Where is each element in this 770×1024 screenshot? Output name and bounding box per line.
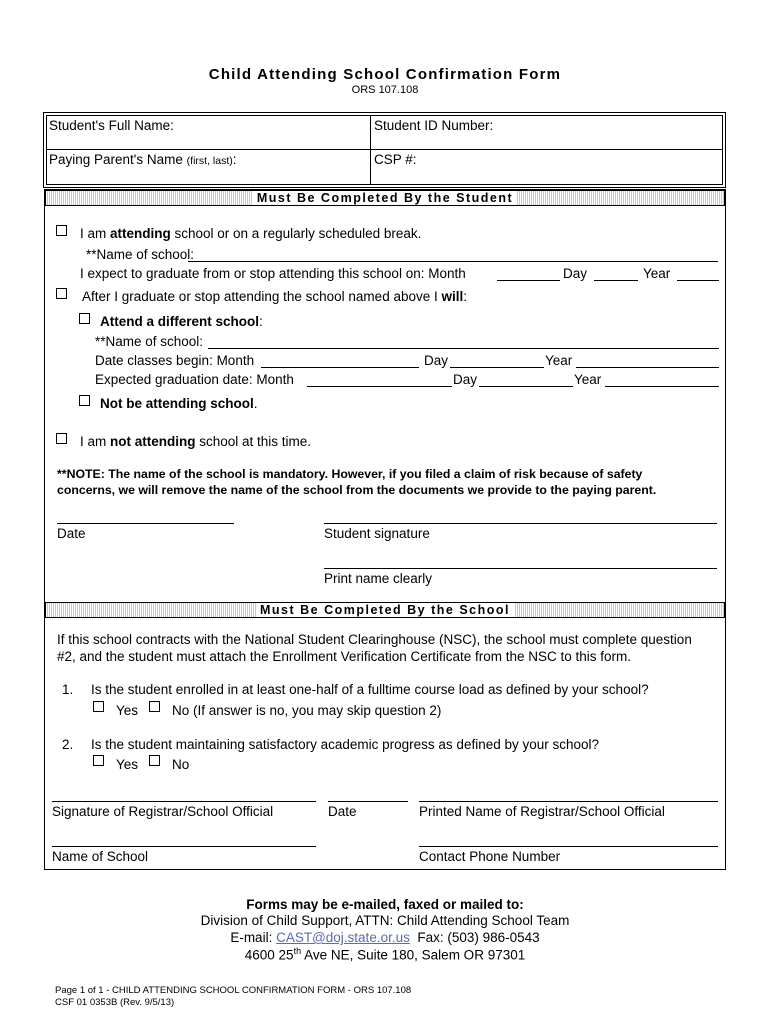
attend-different-post: : [259,314,263,329]
school-name-official-field[interactable] [52,846,316,847]
attending-post: school or on a regularly scheduled break. [170,226,422,241]
not-attending-now-checkbox[interactable] [56,433,67,444]
printed-name-field[interactable] [419,801,718,802]
after-grad-checkbox[interactable] [56,288,67,299]
attend-different-label [100,314,263,329]
after-grad-pre: After I graduate or stop attending the school named above I [82,289,442,304]
grad-year-field[interactable] [677,280,719,281]
classes-begin-year-field[interactable] [576,367,719,368]
q2-yes-checkbox[interactable] [93,755,104,766]
note-line-2: concerns, we will remove the name of the school from the documents we provide to the paying parent. [57,483,657,497]
expected-grad-label: Expected graduation date: Month [95,372,294,387]
student-signature-field[interactable] [324,523,717,524]
expected-grad-month-field[interactable] [307,386,452,387]
student-signature-label: Student signature [324,526,430,541]
address-pre: 4600 25 [244,947,294,963]
question-1-text: Is the student enrolled in at least one-half of a fulltime course load as defined by your school? [91,682,649,697]
school-section-banner [45,602,725,618]
not-be-attending-post: . [253,396,258,411]
student-date-field[interactable] [57,523,234,524]
student-name-label: Student's Full Name: [49,118,174,133]
q2-no-label: No [172,757,190,772]
not-attending-now-bold: not attending [110,434,196,449]
attending-pre: I am [80,226,111,241]
csp-number-label: CSP #: [374,152,417,167]
note-line-1: **NOTE: The name of the school is mandatory. However, if you filed a claim of risk because of safety [57,467,643,481]
question-2-number: 2. [62,737,74,752]
address-post: Ave NE, Suite 180, Salem OR 97301 [301,947,526,963]
question-2-text: Is the student maintaining satisfactory academic progress as defined by your school? [91,737,600,752]
registrar-signature-field[interactable] [52,801,316,802]
not-attending-now-pre: I am [80,434,111,449]
question-1-number: 1. [62,682,74,697]
school-name-label-2: **Name of school: [95,334,204,349]
after-grad-post: : [463,289,468,304]
q1-no-label: No (If answer is no, you may skip question 2) [172,703,442,718]
not-be-attending-bold: Not be attending school [100,396,254,411]
statute-reference: ORS 107.108 [351,84,419,96]
classes-begin-day-field[interactable] [450,367,544,368]
classes-begin-day-label: Day [424,353,449,368]
contact-address [0,946,770,963]
school-name-label: **Name of school: [86,247,195,262]
grad-year-label: Year [643,266,671,281]
q2-yes-label: Yes [116,757,139,772]
footer-form-id: CSF 01 0353B (Rev. 9/5/13) [55,997,175,1008]
not-be-attending-checkbox[interactable] [79,395,90,406]
classes-begin-label: Date classes begin: Month [95,353,255,368]
attending-checkbox[interactable] [56,225,67,236]
after-grad-statement [82,289,467,304]
student-id-label: Student ID Number: [374,118,494,133]
classes-begin-month-field[interactable] [261,367,419,368]
school-name-field-2[interactable] [208,348,719,349]
parent-name-hint: (first, last) [186,155,233,167]
grad-month-field[interactable] [497,280,560,281]
not-be-attending-label [100,396,258,411]
contact-division: Division of Child Support, ATTN: Child Attending School Team [200,913,570,928]
expected-grad-year-field[interactable] [605,386,719,387]
contact-email-fax [0,930,770,945]
info-table-row-divider [46,149,723,150]
classes-begin-year-label: Year [545,353,573,368]
q1-yes-checkbox[interactable] [93,701,104,712]
grad-day-label: Day [563,266,588,281]
expected-grad-year-label: Year [574,372,602,387]
not-attending-now-statement [80,434,311,449]
contact-phone-field[interactable] [419,846,718,847]
info-table-divider [370,115,371,185]
address-sup: th [293,946,302,956]
q1-yes-label: Yes [116,703,139,718]
q2-no-checkbox[interactable] [149,755,160,766]
parent-name-colon: : [232,152,237,167]
school-intro-line-2: #2, and the student must attach the Enrollment Verification Certificate from the NSC to this form. [57,649,632,664]
print-name-label: Print name clearly [324,571,433,586]
parent-name-text: Paying Parent's Name [49,152,183,167]
school-date-field[interactable] [328,801,408,802]
printed-name-label: Printed Name of Registrar/School Official [419,804,665,819]
school-banner-text: Must Be Completed By the School [256,603,514,617]
expected-grad-day-label: Day [453,372,478,387]
attending-statement [80,226,421,241]
email-label: E-mail: [230,930,277,945]
expect-grad-label: I expect to graduate from or stop attending this school on: Month [80,266,466,281]
contact-heading: Forms may be e-mailed, faxed or mailed to: [246,897,524,912]
fax-number: Fax: (503) 986-0543 [409,930,540,945]
school-name-field[interactable] [188,261,718,262]
q1-no-checkbox[interactable] [149,701,160,712]
registrar-signature-label: Signature of Registrar/School Official [52,804,274,819]
attend-different-bold: Attend a different school [100,314,260,329]
email-link[interactable]: CAST@doj.state.or.us [276,930,410,945]
school-name-official-label: Name of School [52,849,149,864]
expected-grad-day-field[interactable] [479,386,573,387]
grad-day-field[interactable] [594,280,638,281]
attending-bold: attending [110,226,171,241]
school-date-label: Date [328,804,357,819]
form-title: Child Attending School Confirmation Form [208,66,562,83]
contact-phone-label: Contact Phone Number [419,849,561,864]
print-name-field[interactable] [324,568,717,569]
footer-page-line: Page 1 of 1 - CHILD ATTENDING SCHOOL CONFIRMATION FORM - ORS 107.108 [55,985,412,996]
school-intro-line-1: If this school contracts with the National Student Clearinghouse (NSC), the school must complete question [57,632,692,647]
attend-different-checkbox[interactable] [79,313,90,324]
after-grad-bold: will [441,289,464,304]
student-section-banner [45,190,725,206]
not-attending-now-post: school at this time. [195,434,312,449]
student-date-label: Date [57,526,86,541]
parent-name-label [49,152,237,167]
student-banner-text: Must Be Completed By the Student [253,191,517,205]
